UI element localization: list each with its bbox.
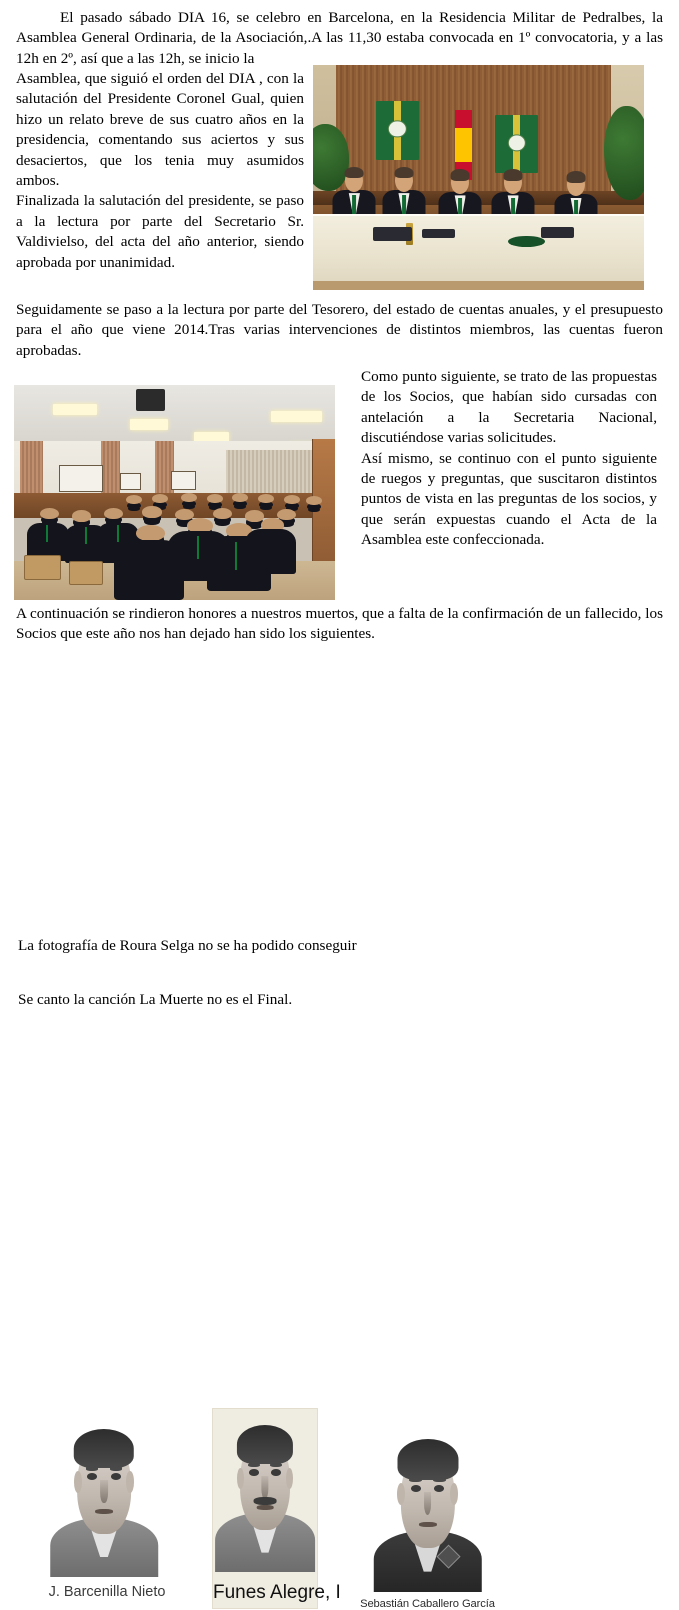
- photo-audience-curtain: [20, 441, 42, 497]
- paragraph-assembly-opening: Asamblea, que siguió el orden del DIA , con la salutación del Presidente Coronel Gual, quien hizo un relato breve de sus cuatro años en la presidencia, comentando sus aciertos y sus desaciertos, que los tenia muy asumidos ambos.: [16, 70, 304, 190]
- paragraph-treasurer: Seguidamente se paso a la lectura por parte del Tesorero, del estado de cuentas anuales, y el presupuesto para el año que viene 2014.Tras varias intervenciones de distintos miembros, las cuentas fueron aprobadas.: [16, 301, 663, 359]
- portrait-caption-barcenilla: J. Barcenilla Nieto: [48, 1584, 166, 1600]
- photo-audience-projector: [136, 389, 165, 411]
- photo-audience-ceiling-light: [271, 411, 322, 422]
- portrait-photo-barcenilla: [48, 1412, 160, 1577]
- photo-presidium-flag-association-right: [495, 115, 538, 174]
- paragraph-block-left-column: [16, 69, 304, 273]
- photo-audience-curtain: [101, 441, 120, 497]
- paragraph-honors: A continuación se rindieron honores a nuestros muertos, que a falta de la confirmación de un fallecido, los Socios que este año nos han dejado han sido los siguientes.: [16, 605, 663, 643]
- photo-presidium: [313, 65, 644, 290]
- photo-audience-curtain: [226, 450, 322, 497]
- paragraph-song: Se canto la canción La Muerte no es el Final.: [18, 991, 293, 1008]
- photo-audience-wall-picture: [171, 471, 195, 490]
- paragraph-block-treasurer: [16, 300, 663, 361]
- photo-presidium-flag-association-left: [376, 101, 419, 160]
- photo-audience-ceiling-light: [53, 404, 98, 415]
- paragraph-missing-photo: La fotografía de Roura Selga no se ha podido conseguir: [18, 937, 357, 954]
- photo-presidium-case: [541, 227, 574, 238]
- photo-audience: [14, 385, 335, 600]
- portrait-caballero: [360, 1422, 495, 1610]
- photo-presidium-folder: [422, 229, 455, 238]
- paragraph-block-intro: [16, 8, 663, 69]
- photo-presidium-floor: [313, 281, 644, 290]
- paragraph-block-honors: [16, 604, 663, 645]
- photo-audience-wall-picture: [120, 473, 141, 490]
- photo-audience-crowd: [14, 493, 335, 601]
- paragraph-block-right-column: [361, 367, 657, 551]
- portrait-caption-caballero: Sebastián Caballero García: [360, 1598, 495, 1610]
- paragraph-intro: El pasado sábado DIA 16, se celebro en Barcelona, en la Residencia Militar de Pedralbes, la Asamblea General Ordinaria, de la Asociación,.A las 11,30 estaba convocada en 1º convocatoria, y a las 12h en 2º, así que a las 12h, se inicio la: [16, 9, 663, 67]
- portrait-barcenilla: [48, 1412, 166, 1600]
- portrait-caption-funes: Funes Alegre, I: [213, 1582, 341, 1603]
- photo-audience-wall-picture: [59, 465, 103, 493]
- portrait-photo-caballero: [371, 1422, 484, 1592]
- portrait-photo-funes: [213, 1409, 317, 1572]
- photo-audience-ceiling-light: [130, 419, 169, 430]
- photo-presidium-bag: [373, 227, 413, 241]
- paragraph-member-proposals: Como punto siguiente, se trato de las propuestas de los Socios, que habían sido cursadas con antelación a la Secretaria Nacional, discutiéndose varias solicitudes.: [361, 368, 657, 447]
- paragraph-questions: Así mismo, se continuo con el punto siguiente de ruegos y preguntas, que suscitaron distintos puntos de vista en las preguntas de los socios, y que serán expuestas cuando el Acta de la Asamblea este confeccionada.: [361, 449, 657, 549]
- paragraph-secretary-reading: Finalizada la salutación del presidente, se paso a la lectura por parte del Secretario Sr. Valdivielso, del acta del año anterior, siendo aprobada por unanimidad.: [16, 192, 304, 271]
- photo-presidium-table: [313, 214, 644, 291]
- portrait-funes: [212, 1408, 341, 1609]
